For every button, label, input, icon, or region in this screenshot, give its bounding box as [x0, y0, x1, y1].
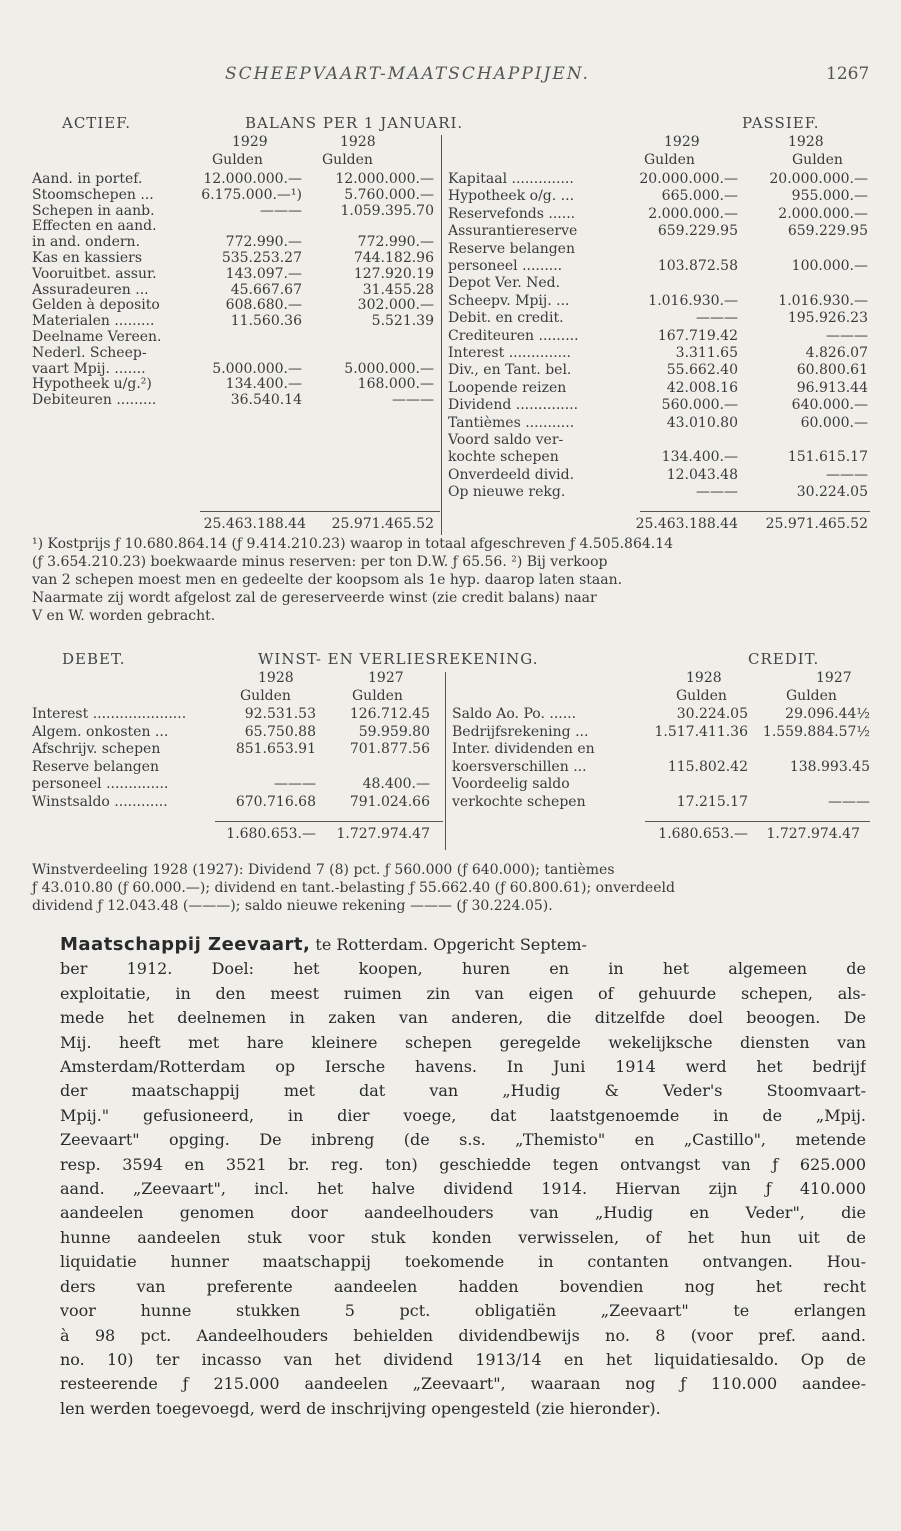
row-label: Assuradeuren ...	[32, 281, 149, 298]
value-1929: 12.043.48	[666, 466, 738, 483]
value-1929: 143.097.—	[225, 265, 302, 282]
value-1927: 1.559.884.57½	[762, 723, 870, 740]
table-row	[0, 345, 901, 363]
value-1928: 2.000.000.—	[778, 205, 868, 222]
company-article	[60, 933, 866, 1421]
page-number: 1267	[826, 64, 870, 84]
row-label: Scheepv. Mpij. ...	[448, 292, 570, 309]
article-line: aandeelen genomen door aandeelhouders van „Hudig en Veder", die	[60, 1203, 866, 1223]
value-1928: 659.229.95	[787, 223, 868, 240]
balance-passief-heading: PASSIEF.	[742, 114, 820, 132]
unit-label: Gulden	[212, 152, 263, 168]
footnote-line: (ƒ 3.654.210.23) boekwaarde minus reserven: per ton D.W. ƒ 65.56. ²) Bij verkoop	[32, 554, 608, 570]
unit-label: Gulden	[792, 152, 843, 168]
row-label: koersverschillen ...	[452, 758, 587, 775]
value-1928: 772.990.—	[357, 234, 434, 251]
row-label: Algem. onkosten ...	[32, 723, 169, 740]
article-line: liquidatie hunner maatschappij toekomende in contanten ontvangen. Hou-	[60, 1252, 866, 1272]
table-row	[0, 794, 901, 812]
table-row	[0, 362, 901, 380]
value-1928: 31.455.28	[362, 281, 434, 298]
value-1928: 302.000.—	[357, 297, 434, 314]
row-label: Debiteuren .........	[32, 392, 157, 409]
total-value: 1.727.974.47	[766, 826, 860, 842]
pnl-totals-row	[0, 826, 901, 844]
article-line: resteerende ƒ 215.000 aandeelen „Zeevaart", waaraan nog ƒ 110.000 aandee-	[60, 1374, 866, 1394]
total-rule	[645, 821, 870, 822]
unit-label: Gulden	[786, 688, 837, 704]
row-label: Reserve belangen	[448, 240, 575, 257]
table-row	[0, 292, 901, 314]
table-row	[0, 223, 901, 241]
year-label: 1929	[664, 134, 700, 150]
value-1929: 2.000.000.—	[648, 205, 738, 222]
value-1928: 60.800.61	[796, 362, 868, 379]
row-label: in and. ondern.	[32, 234, 141, 251]
table-row	[0, 275, 901, 293]
row-label: Materialen .........	[32, 313, 155, 330]
value-1927: 138.993.45	[789, 758, 870, 775]
row-label: personeel .........	[448, 258, 563, 274]
value-1929: 43.010.80	[666, 414, 738, 431]
pnl-title: WINST- EN VERLIESREKENING.	[258, 650, 539, 668]
value-1928: 1.517.411.36	[654, 723, 748, 740]
row-label: Stoomschepen ...	[32, 186, 154, 203]
table-row	[0, 724, 901, 742]
row-label: Op nieuwe rekg.	[448, 484, 566, 501]
value-1929: 560.000.—	[661, 397, 738, 414]
row-label: Voord saldo ver-	[448, 432, 564, 448]
total-value: 1.680.653.—	[226, 826, 316, 842]
table-row	[0, 241, 901, 259]
article-line: ders van preferente aandeelen hadden bovendien nog het recht	[60, 1276, 866, 1296]
unit-label: Gulden	[240, 688, 291, 704]
value-1928: 65.750.88	[244, 723, 316, 740]
table-row	[0, 432, 901, 450]
article-line: resp. 3594 en 3521 br. reg. ton) geschiedde tegen ontvangst van ƒ 625.000	[60, 1154, 866, 1174]
year-label: 1928	[258, 670, 294, 686]
row-label: Kas en kassiers	[32, 250, 143, 266]
value-1929: 5.000.000.—	[212, 360, 302, 377]
row-label: Bedrijfsrekening ...	[452, 723, 589, 740]
row-label: Vooruitbet. assur.	[32, 265, 157, 282]
value-1928: 5.760.000.—	[344, 186, 434, 203]
row-label: verkochte schepen	[452, 794, 586, 810]
row-label: vaart Mpij. .......	[32, 360, 146, 377]
value-1928: 670.716.68	[235, 794, 316, 810]
value-1929: ———	[696, 484, 738, 501]
value-1927: ———	[828, 794, 870, 810]
article-line: der maatschappij met dat van „Hudig & Veder's Stoomvaart-	[60, 1081, 866, 1101]
value-1928: 60.000.—	[800, 414, 868, 431]
value-1928: 168.000.—	[357, 376, 434, 393]
column-divider	[441, 135, 442, 535]
value-1928: ———	[274, 776, 316, 793]
row-label: Deelname Vereen.	[32, 329, 162, 345]
value-1928: 1.059.395.70	[340, 202, 434, 219]
table-row	[0, 467, 901, 485]
article-line: no. 10) ter incasso van het dividend 1913/14 en het liquidatiesaldo. Op de	[60, 1349, 866, 1369]
total-value: 25.971.465.52	[331, 516, 434, 532]
article-line: Mij. heeft met hare kleinere schepen geregelde wekelijksche diensten van	[60, 1032, 866, 1052]
unit-label: Gulden	[644, 152, 695, 168]
value-1929: 3.311.65	[675, 345, 738, 361]
total-value: 25.971.465.52	[765, 516, 868, 532]
row-label: kochte schepen	[448, 449, 559, 466]
pnl-unit-row	[0, 688, 901, 706]
total-value: 25.463.188.44	[635, 516, 738, 532]
value-1929: 12.000.000.—	[203, 171, 302, 187]
row-label: Aand. in portef.	[32, 171, 143, 187]
balance-actief-heading: ACTIEF.	[62, 114, 132, 132]
total-rule	[640, 511, 870, 512]
row-label: Schepen in aanb.	[32, 202, 155, 219]
table-row	[0, 188, 901, 206]
balance-totals-row	[0, 516, 901, 534]
table-row	[0, 328, 901, 346]
row-label: Tantièmes ...........	[448, 414, 575, 431]
value-1928: ———	[826, 327, 868, 344]
table-row	[0, 206, 901, 224]
value-1927: 791.024.66	[349, 794, 430, 810]
value-1929: ———	[260, 202, 302, 219]
value-1929: 659.229.95	[657, 223, 738, 240]
article-line: exploitatie, in den meest ruimen zin van eigen of gehuurde schepen, als-	[60, 983, 866, 1003]
row-label: Assurantiereserve	[448, 223, 578, 240]
value-1929: 167.719.42	[657, 327, 738, 344]
value-1929: 608.680.—	[225, 297, 302, 314]
table-row	[0, 397, 901, 415]
row-label: Loopende reizen	[448, 379, 567, 396]
value-1929: 36.540.14	[230, 392, 302, 409]
total-value: 1.727.974.47	[336, 826, 430, 842]
value-1928: 1.016.930.—	[778, 292, 868, 309]
value-1928: 115.802.42	[667, 758, 748, 775]
balance-title: BALANS PER 1 JANUARI.	[245, 114, 464, 132]
value-1929: ———	[696, 310, 738, 327]
value-1929: 11.560.36	[230, 313, 302, 330]
value-1929: 42.008.16	[666, 379, 738, 396]
row-label: Debit. en credit.	[448, 310, 564, 327]
value-1928: 12.000.000.—	[335, 171, 434, 187]
value-1928: 30.224.05	[676, 706, 748, 722]
year-label: 1927	[816, 670, 852, 686]
article-first-line	[60, 933, 866, 957]
table-row	[0, 706, 901, 724]
value-1929: 134.400.—	[225, 376, 302, 393]
value-1927: 59.959.80	[358, 723, 430, 740]
year-label: 1928	[686, 670, 722, 686]
value-1927: 701.877.56	[349, 741, 430, 758]
row-label: Reserve belangen	[32, 758, 159, 775]
row-label: Div., en Tant. bel.	[448, 362, 572, 379]
table-row	[0, 741, 901, 759]
table-row	[0, 310, 901, 328]
year-label: 1928	[788, 134, 824, 150]
row-label: Effecten en aand.	[32, 218, 157, 235]
row-label: Gelden à deposito	[32, 297, 160, 314]
row-label: Depot Ver. Ned.	[448, 275, 561, 292]
value-1928: 4.826.07	[805, 345, 868, 361]
balance-year-row	[0, 134, 901, 152]
profit-distribution-line: dividend ƒ 12.043.48 (———); saldo nieuwe rekening ——— (ƒ 30.224.05).	[32, 898, 553, 914]
value-1927: 126.712.45	[349, 706, 430, 722]
company-name: Maatschappij Zeevaart,	[60, 934, 311, 955]
value-1929: 772.990.—	[225, 234, 302, 251]
total-value: 25.463.188.44	[203, 516, 306, 532]
value-1928: 151.615.17	[787, 449, 868, 466]
table-row	[0, 380, 901, 398]
value-1927: 48.400.—	[362, 776, 430, 793]
pnl-debet-heading: DEBET.	[62, 650, 126, 668]
table-row	[0, 171, 901, 189]
value-1928: 92.531.53	[244, 706, 316, 722]
row-label: Onverdeeld divid.	[448, 466, 575, 483]
row-label: Dividend ..............	[448, 397, 579, 414]
table-row	[0, 759, 901, 777]
column-divider	[445, 672, 446, 850]
footnote-line: Naarmate zij wordt afgelost zal de gereserveerde winst (zie credit balans) naar	[32, 590, 597, 606]
value-1929: 45.667.67	[230, 281, 302, 298]
article-line: aand. „Zeevaart", incl. het halve dividend 1914. Hiervan zijn ƒ 410.000	[60, 1179, 866, 1199]
article-line: hunne aandeelen stuk voor stuk konden verwisselen, of het hun uit de	[60, 1227, 866, 1247]
article-body	[60, 957, 866, 1421]
value-1928: ———	[392, 392, 434, 409]
article-line: à 98 pct. Aandeelhouders behielden dividendbewijs no. 8 (voor pref. aand.	[60, 1325, 866, 1345]
profit-distribution-line: ƒ 43.010.80 (ƒ 60.000.—); dividend en tant.-belasting ƒ 55.662.40 (ƒ 60.800.61); onverdeeld	[32, 880, 675, 896]
total-value: 1.680.653.—	[658, 826, 748, 842]
value-1929: 1.016.930.—	[648, 292, 738, 309]
row-label: Interest ..............	[448, 345, 571, 361]
value-1929: 103.872.58	[657, 258, 738, 274]
row-label: Kapitaal ..............	[448, 171, 574, 187]
balance-unit-row	[0, 152, 901, 170]
row-label: Saldo Ao. Po. ......	[452, 706, 577, 722]
value-1928: 100.000.—	[791, 258, 868, 274]
value-1927: 29.096.44½	[785, 706, 870, 722]
profit-distribution-line: Winstverdeeling 1928 (1927): Dividend 7 (8) pct. ƒ 560.000 (ƒ 640.000); tantièmes	[32, 862, 615, 878]
row-label: Reservefonds ......	[448, 205, 576, 222]
unit-label: Gulden	[676, 688, 727, 704]
article-line: mede het deelnemen in zaken van anderen, die ditzelfde doel beoogen. De	[60, 1008, 866, 1028]
table-row	[0, 449, 901, 467]
table-row	[0, 258, 901, 276]
running-header-title: SCHEEPVAART-MAATSCHAPPIJEN.	[225, 64, 590, 84]
row-label: Winstsaldo ............	[32, 794, 168, 810]
value-1929: 6.175.000.—¹)	[201, 186, 302, 203]
value-1928: 20.000.000.—	[769, 171, 868, 187]
pnl-year-row	[0, 670, 901, 688]
row-label: personeel ..............	[32, 776, 169, 793]
article-line: voor hunne stukken 5 pct. obligatiën „Zeevaart" te erlangen	[60, 1301, 866, 1321]
table-row	[0, 415, 901, 433]
article-text: te Rotterdam. Opgericht Septem-	[310, 935, 587, 954]
total-rule	[200, 511, 440, 512]
row-label: Voordeelig saldo	[452, 776, 570, 793]
year-label: 1929	[232, 134, 268, 150]
value-1928: 195.926.23	[787, 310, 868, 327]
value-1928: 127.920.19	[353, 265, 434, 282]
value-1928: 955.000.—	[791, 188, 868, 205]
value-1928: 5.521.39	[371, 313, 434, 330]
value-1928: 30.224.05	[796, 484, 868, 501]
row-label: Afschrijv. schepen	[32, 741, 161, 758]
article-line: Amsterdam/Rotterdam op Iersche havens. In Juni 1914 werd het bedrijf	[60, 1057, 866, 1077]
value-1929: 535.253.27	[221, 250, 302, 266]
footnote-line: ¹) Kostprijs ƒ 10.680.864.14 (ƒ 9.414.210.23) waarop in totaal afgeschreven ƒ 4.505.864.14	[32, 536, 674, 552]
year-label: 1928	[340, 134, 376, 150]
value-1928: 5.000.000.—	[344, 360, 434, 377]
value-1928: 96.913.44	[796, 379, 868, 396]
article-line: Mpij." gefusioneerd, in dier voege, dat laatstgenoemde in de „Mpij.	[60, 1105, 866, 1125]
value-1929: 134.400.—	[661, 449, 738, 466]
value-1928: ———	[826, 466, 868, 483]
value-1928: 744.182.96	[353, 250, 434, 266]
article-line: Zeevaart" opging. De inbreng (de s.s. „Themisto" en „Castillo", metende	[60, 1130, 866, 1150]
value-1929: 55.662.40	[666, 362, 738, 379]
row-label: Interest .....................	[32, 706, 187, 722]
total-rule	[215, 821, 443, 822]
pnl-credit-heading: CREDIT.	[748, 650, 820, 668]
footnote-line: van 2 schepen moest men en gedeelte der koopsom als 1e hyp. daarop laten staan.	[32, 572, 623, 588]
unit-label: Gulden	[352, 688, 403, 704]
value-1929: 20.000.000.—	[639, 171, 738, 187]
value-1928: 640.000.—	[791, 397, 868, 414]
article-line: len werden toegevoegd, werd de inschrijving opengesteld (zie hieronder).	[60, 1398, 661, 1418]
row-label: Hypotheek o/g. ...	[448, 188, 575, 205]
table-row	[0, 484, 901, 502]
footnote-line: V en W. worden gebracht.	[32, 608, 216, 624]
row-label: Nederl. Scheep-	[32, 344, 147, 361]
value-1929: 665.000.—	[661, 188, 738, 205]
year-label: 1927	[368, 670, 404, 686]
row-label: Inter. dividenden en	[452, 741, 595, 758]
row-label: Hypotheek u/g.²)	[32, 376, 152, 393]
value-1928: 851.653.91	[235, 741, 316, 758]
unit-label: Gulden	[322, 152, 373, 168]
article-line: ber 1912. Doel: het koopen, huren en in het algemeen de	[60, 959, 866, 979]
value-1928: 17.215.17	[676, 794, 748, 810]
table-row	[0, 776, 901, 794]
row-label: Crediteuren .........	[448, 327, 579, 344]
